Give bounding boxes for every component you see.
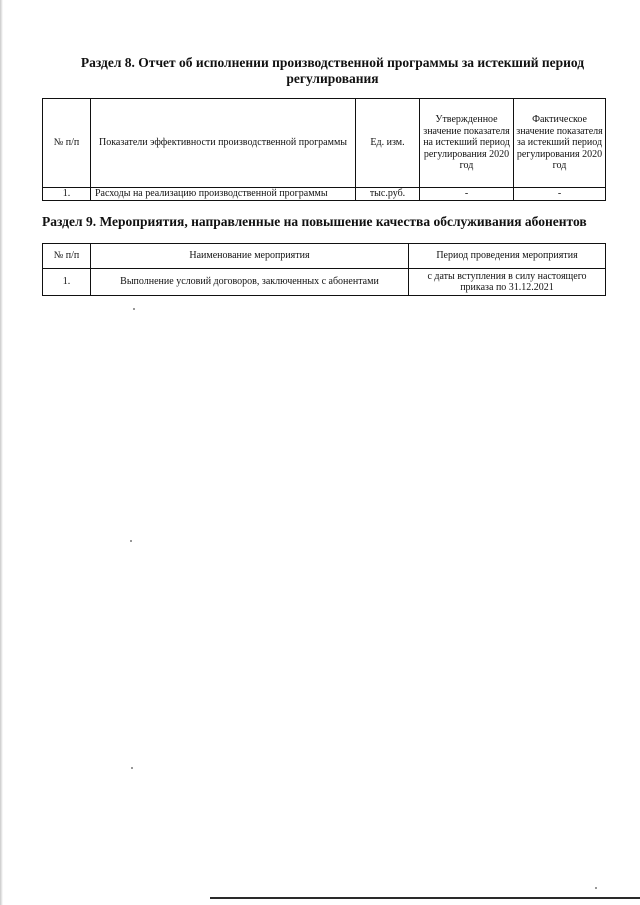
col-header-unit: Ед. изм. xyxy=(356,99,420,188)
table-header-row xyxy=(43,99,606,188)
col-header-period: Период проведения мероприятия xyxy=(409,244,606,269)
cell-num: 1. xyxy=(43,269,91,296)
cell-unit: тыс.руб. xyxy=(356,188,420,201)
scan-speck xyxy=(130,540,132,542)
col-header-num: № п/п xyxy=(43,99,91,188)
col-header-actual: Фактическое значение показателя за истекший период регулирования 2020 год xyxy=(514,99,606,188)
cell-indicator: Расходы на реализацию производственной программы xyxy=(91,188,356,201)
section-9-title: Раздел 9. Мероприятия, направленные на повышение качества обслуживания абонентов xyxy=(42,214,587,229)
scan-edge-bottom xyxy=(210,897,640,899)
scan-speck xyxy=(133,308,135,310)
section-8-title: Раздел 8. Отчет об исполнении производственной программы за истекший период регулирования xyxy=(80,55,585,86)
col-header-num: № п/п xyxy=(43,244,91,269)
production-program-report-table xyxy=(42,98,606,201)
scan-speck xyxy=(131,767,133,769)
cell-actual: - xyxy=(514,188,606,201)
cell-num: 1. xyxy=(43,188,91,201)
cell-name: Выполнение условий договоров, заключенных с абонентами xyxy=(91,269,409,296)
table-header-row xyxy=(43,244,606,269)
col-header-indicator: Показатели эффективности производственной программы xyxy=(91,99,356,188)
col-header-name: Наименование мероприятия xyxy=(91,244,409,269)
scan-edge-left xyxy=(0,0,3,905)
col-header-approved: Утвержденное значение показателя на истекший период регулирования 2020 год xyxy=(420,99,514,188)
table-row xyxy=(43,188,606,201)
table-row xyxy=(43,269,606,296)
cell-approved: - xyxy=(420,188,514,201)
service-quality-measures-table xyxy=(42,243,606,296)
scan-speck xyxy=(595,887,597,889)
cell-period: с даты вступления в силу настоящего приказа по 31.12.2021 xyxy=(409,269,606,296)
